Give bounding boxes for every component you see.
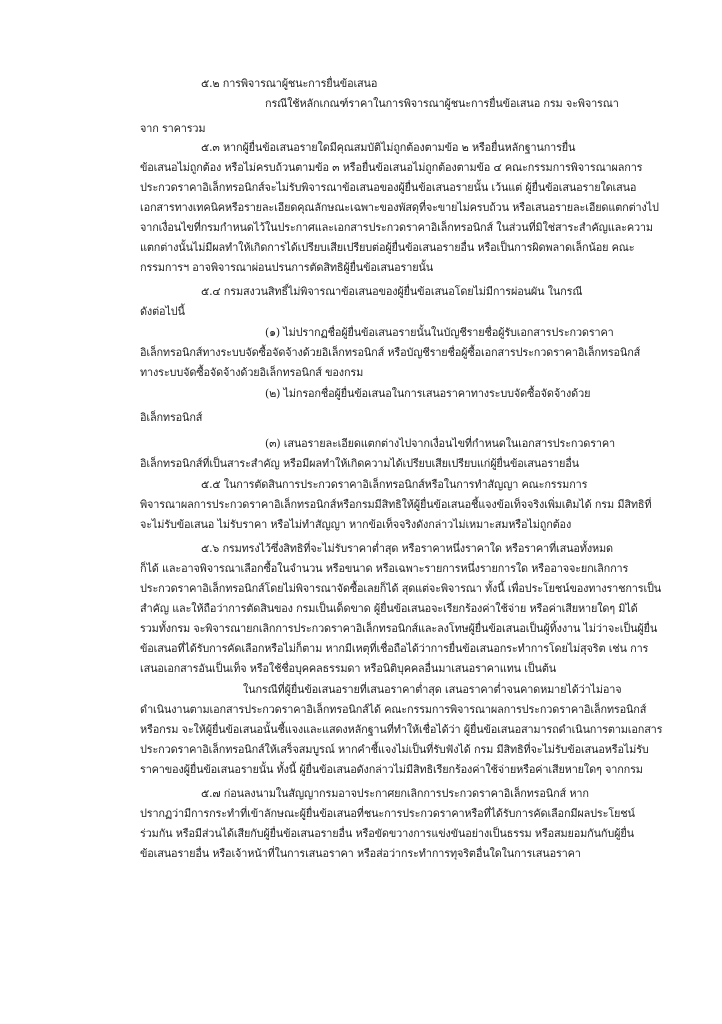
text-line: ร่วมกัน หรือมีส่วนได้เสียกับผู้ยื่นข้อเสนอรายอื่น หรือขัดขวางการแข่งขันอย่างเป็นธรรม หรือสมยอมกันกับผู้ยื่น [140, 827, 634, 840]
section-5-2-heading: ๕.๒ การพิจารณาผู้ชนะการยื่นข้อเสนอ [201, 77, 378, 90]
item-1-first-line: (๑) ไม่ปรากฏชื่อผู้ยื่นข้อเสนอรายนั้นในบัญชีรายชื่อผู้รับเอกสารประกวดราคา [265, 326, 614, 339]
text-line: อิเล็กทรอนิกส์ทางระบบจัดซื้อจัดจ้างด้วยอิเล็กทรอนิกส์ หรือบัญชีรายชื่อผู้ซื้อเอกสารประกวดราคาอิเล็กทรอนิกส์ [140, 346, 641, 359]
text-line: แตกต่างนั้นไม่มีผลทำให้เกิดการได้เปรียบเสียเปรียบต่อผู้ยื่นข้อเสนอรายอื่น หรือเป็นการผิดพลาดเล็กน้อย คณะ [140, 241, 635, 254]
text-line: กรณีใช้หลักเกณฑ์ราคาในการพิจารณาผู้ชนะการยื่นข้อเสนอ กรม จะพิจารณา [265, 97, 619, 110]
paragraph-first-line: ในกรณีที่ผู้ยื่นข้อเสนอรายที่เสนอราคาต่ำสุด เสนอราคาต่ำจนคาดหมายได้ว่าไม่อาจ [243, 683, 622, 696]
item-3-first-line: (๓) เสนอรายละเอียดแตกต่างไปจากเงื่อนไขที่กำหนดในเอกสารประกวดราคา [265, 437, 615, 450]
text-line: จะไม่รับข้อเสนอ ไม่รับราคา หรือไม่ทำสัญญา หากข้อเท็จจริงดังกล่าวไม่เหมาะสมหรือไม่ถูกต้อง [140, 518, 572, 531]
text-line: จากเงื่อนไขที่กรมกำหนดไว้ในประกาศและเอกสารประกวดราคาอิเล็กทรอนิกส์ ในส่วนที่มิใช่สาระสำคัญและความ [140, 221, 653, 234]
text-line: ดังต่อไปนี้ [140, 305, 185, 318]
text-line: กรรมการฯ อาจพิจารณาผ่อนปรนการตัดสิทธิผู้ยื่นข้อเสนอรายนั้น [140, 261, 434, 274]
section-5-6-first-line: ๕.๖ กรมทรงไว้ซึ่งสิทธิที่จะไม่รับราคาต่ำสุด หรือราคาหนึ่งราคาใด หรือราคาที่เสนอทั้งหมด [201, 542, 613, 555]
text-line: ข้อเสนอที่ได้รับการคัดเลือกหรือไม่ก็ตาม หากมีเหตุที่เชื่อถือได้ว่าการยื่นข้อเสนอกระทำการโดยไม่สุจริต เช่น การ [140, 642, 649, 655]
text-line: ก็ได้ และอาจพิจารณาเลือกซื้อในจำนวน หรือขนาด หรือเฉพาะรายการหนึ่งรายการใด หรืออาจจะยกเลิกการ [140, 562, 629, 575]
text-line: จาก ราคารวม [140, 122, 206, 135]
text-line: พิจารณาผลการประกวดราคาอิเล็กทรอนิกส์หรือกรมมีสิทธิให้ผู้ยื่นข้อเสนอชี้แจงข้อเท็จจริงเพิ่มเติมได้ กรม มีสิทธิที่ [140, 498, 652, 511]
text-line: ปรากฏว่ามีการกระทำที่เข้าลักษณะผู้ยื่นข้อเสนอที่ชนะการประกวดราคาหรือที่ได้รับการคัดเลือกมีผลประโยชน์ [140, 807, 635, 820]
text-line: อิเล็กทรอนิกส์ที่เป็นสาระสำคัญ หรือมีผลทำให้เกิดความได้เปรียบเสียเปรียบแก่ผู้ยื่นข้อเสนอรายอื่น [140, 457, 579, 470]
text-line: ประกวดราคาอิเล็กทรอนิกส์ให้เสร็จสมบูรณ์ หากคำชี้แจงไม่เป็นที่รับฟังได้ กรม มีสิทธิที่จะไม่รับข้อเสนอหรือไม่รับ [140, 743, 649, 756]
text-line: ประกวดราคาอิเล็กทรอนิกส์จะไม่รับพิจารณาข้อเสนอของผู้ยื่นข้อเสนอรายนั้น เว้นแต่ ผู้ยื่นข้อเสนอรายใดเสนอ [140, 181, 637, 194]
item-2-first-line: (๒) ไม่กรอกชื่อผู้ยื่นข้อเสนอในการเสนอราคาทางระบบจัดซื้อจัดจ้างด้วย [265, 387, 591, 400]
section-5-4-first-line: ๕.๔ กรมสงวนสิทธิ์ไม่พิจารณาข้อเสนอของผู้ยื่นข้อเสนอโดยไม่มีการผ่อนผัน ในกรณี [201, 285, 583, 298]
text-line: อิเล็กทรอนิกส์ [140, 411, 203, 424]
text-line: สำคัญ และให้ถือว่าการตัดสินของ กรมเป็นเด็ดขาด ผู้ยื่นข้อเสนอจะเรียกร้องค่าใช้จ่าย หรือค่าเสียหายใดๆ มิได้ [140, 602, 638, 615]
text-line: ราคาของผู้ยื่นข้อเสนอรายนั้น ทั้งนี้ ผู้ยื่นข้อเสนอดังกล่าวไม่มีสิทธิเรียกร้องค่าใช้จ่ายหรือค่าเสียหายใดๆ จากกรม [140, 763, 643, 776]
text-line: รวมทั้งกรม จะพิจารณายกเลิกการประกวดราคาอิเล็กทรอนิกส์และลงโทษผู้ยื่นข้อเสนอเป็นผู้ทิ้งงาน ไม่ว่าจะเป็นผู้ยื่น [140, 622, 658, 635]
section-5-7-first-line: ๕.๗ ก่อนลงนามในสัญญากรมอาจประกาศยกเลิกการประกวดราคาอิเล็กทรอนิกส์ หาก [201, 787, 589, 800]
text-line: ทางระบบจัดซื้อจัดจ้างด้วยอิเล็กทรอนิกส์ ของกรม [140, 366, 364, 379]
section-5-5-first-line: ๕.๕ ในการตัดสินการประกวดราคาอิเล็กทรอนิกส์หรือในการทำสัญญา คณะกรรมการ [201, 478, 588, 491]
text-line: เอกสารทางเทคนิคหรือรายละเอียดคุณลักษณะเฉพาะของพัสดุที่จะขายไม่ครบถ้วน หรือเสนอรายละเอียดแตกต่างไป [140, 201, 659, 214]
text-line: ข้อเสนอไม่ถูกต้อง หรือไม่ครบถ้วนตามข้อ ๓ หรือยื่นข้อเสนอไม่ถูกต้องตามข้อ ๔ คณะกรรมการพิจารณาผลการ [140, 161, 643, 174]
text-line: หรือกรม จะให้ผู้ยื่นข้อเสนอนั้นชี้แจงและแสดงหลักฐานที่ทำให้เชื่อได้ว่า ผู้ยื่นข้อเสนอสามารถดำเนินการตามเอกสาร [140, 723, 663, 736]
text-line: ประกวดราคาอิเล็กทรอนิกส์โดยไม่พิจารณาจัดซื้อเลยก็ได้ สุดแต่จะพิจารณา ทั้งนี้ เพื่อประโยชน์ของทางราชการเป็น [140, 582, 662, 595]
text-line: ข้อเสนอรายอื่น หรือเจ้าหน้าที่ในการเสนอราคา หรือส่อว่ากระทำการทุจริตอื่นใดในการเสนอราคา [140, 847, 581, 860]
text-line: เสนอเอกสารอันเป็นเท็จ หรือใช้ชื่อบุคคลธรรมดา หรือนิติบุคคลอื่นมาเสนอราคาแทน เป็นต้น [140, 662, 557, 675]
text-line: ดำเนินงานตามเอกสารประกวดราคาอิเล็กทรอนิกส์ได้ คณะกรรมการพิจารณาผลการประกวดราคาอิเล็กทรอนิกส์ [140, 703, 647, 716]
section-5-3-first-line: ๕.๓ หากผู้ยื่นข้อเสนอรายใดมีคุณสมบัติไม่ถูกต้องตามข้อ ๒ หรือยื่นหลักฐานการยื่น [201, 141, 576, 154]
